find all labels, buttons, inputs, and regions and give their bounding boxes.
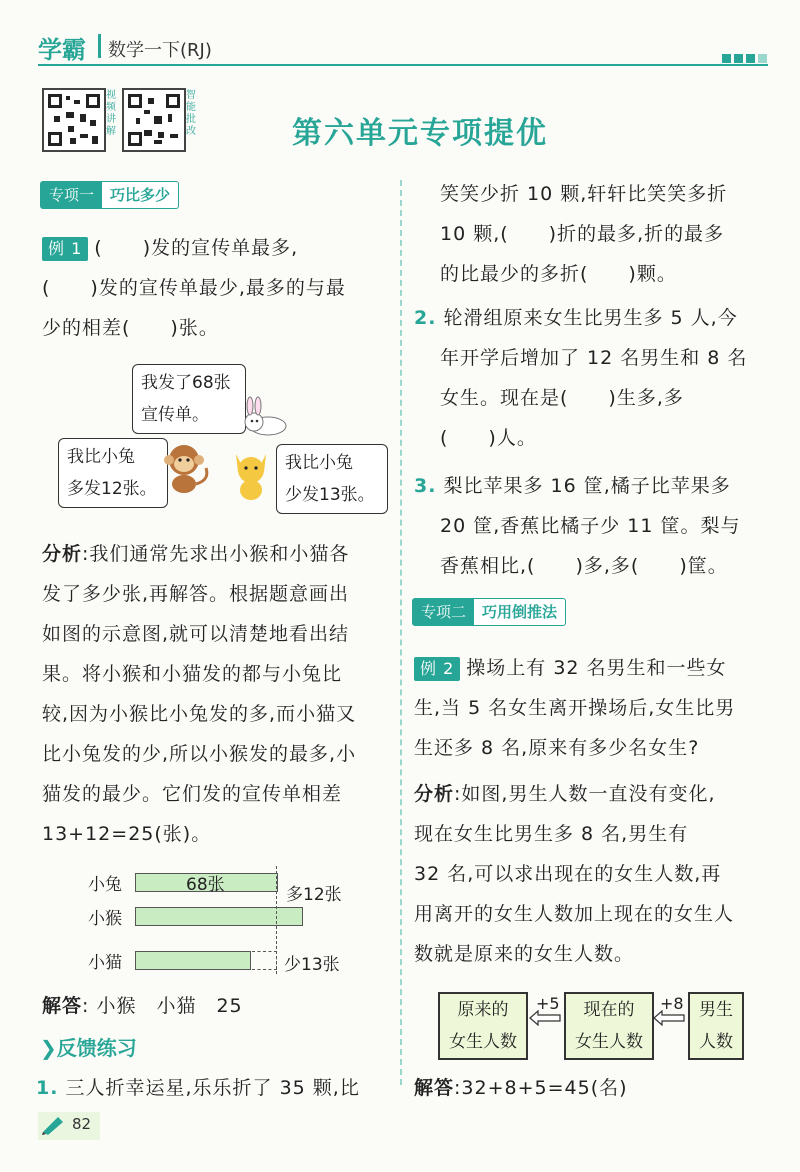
header-square-icon xyxy=(746,54,755,63)
analysis-label: 分析 xyxy=(414,783,455,805)
example-1 xyxy=(42,228,392,348)
analysis-2 xyxy=(414,774,774,974)
analysis-line: 发了多少张,再解答。根据题意画出 xyxy=(42,583,350,605)
answer-2 xyxy=(414,1068,628,1108)
example-line: 操场上有 32 名男生和一些女 xyxy=(466,657,727,679)
qr-label: 视频讲解 xyxy=(106,90,116,137)
feedback-heading xyxy=(40,1032,137,1061)
question-number: 1. xyxy=(36,1077,59,1099)
arrow-left-icon xyxy=(652,1010,686,1030)
column-divider xyxy=(400,180,402,1085)
flow-box-line: 女生人数 xyxy=(575,1032,643,1052)
analysis-line: :如图,男生人数一直没有变化, xyxy=(454,783,716,805)
example-line: 生还多 8 名,原来有多少名女生? xyxy=(414,737,700,759)
flow-box-line: 男生 xyxy=(699,1000,733,1020)
example-2 xyxy=(414,648,774,768)
question-line: 10 颗,( )折的最多,折的最多 xyxy=(440,223,725,245)
monkey-icon xyxy=(158,440,214,500)
flow-box-line: 女生人数 xyxy=(449,1032,517,1052)
logo: 学霸 xyxy=(38,36,86,64)
question-1-start xyxy=(36,1068,392,1108)
qr-label: 智能批改 xyxy=(186,90,196,137)
pencil-icon xyxy=(40,1114,66,1140)
bar-label: 小猴 xyxy=(88,909,122,929)
flow-box-boys xyxy=(688,992,744,1060)
question-line: 笑笑少折 10 颗,轩轩比笑笑多折 xyxy=(440,183,728,205)
section-badge xyxy=(40,181,179,209)
qr-code-icon[interactable] xyxy=(42,88,106,152)
analysis-line: 果。将小猴和小猫发的都与小兔比 xyxy=(42,663,343,685)
example-tag: 例 2 xyxy=(414,657,460,681)
arrow-left-icon xyxy=(528,1010,562,1030)
question-line: 香蕉相比,( )多,多( )筐。 xyxy=(440,555,728,577)
question-line: 的比最少的多折( )颗。 xyxy=(440,263,677,285)
analysis-line: 32 名,可以求出现在的女生人数,再 xyxy=(414,863,722,885)
question-line: ( )人。 xyxy=(440,427,537,449)
bar-monkey xyxy=(135,907,303,926)
analysis-line: :我们通常先求出小猴和小猫各 xyxy=(82,543,350,565)
bubble-line: 我比小兔 xyxy=(67,447,135,467)
question-line: 轮滑组原来女生比男生多 5 人,今 xyxy=(443,307,738,329)
rabbit-icon xyxy=(238,396,288,440)
speech-bubble-rabbit xyxy=(132,364,246,434)
bar-cat xyxy=(135,951,251,970)
answer-text: : 小猴 小猫 25 xyxy=(82,995,243,1017)
header-square-icon xyxy=(722,54,731,63)
logo-separator xyxy=(98,34,101,58)
example-line: 少的相差( )张。 xyxy=(42,317,219,339)
feedback-title: 反馈练习 xyxy=(56,1036,137,1060)
answer-label: 解答 xyxy=(414,1077,455,1099)
example-line: ( )发的宣传单最少,最多的与最 xyxy=(42,277,346,299)
bubble-line: 我发了68张 xyxy=(141,373,231,393)
cat-icon xyxy=(226,446,276,506)
question-2 xyxy=(414,298,774,458)
section-name: 巧比多少 xyxy=(110,186,171,204)
answer-label: 解答 xyxy=(42,995,83,1017)
page-number: 82 xyxy=(72,1115,92,1133)
flow-box-current xyxy=(564,992,654,1060)
analysis-line: 用离开的女生人数加上现在的女生人 xyxy=(414,903,735,925)
example-tag: 例 1 xyxy=(42,237,88,261)
question-3 xyxy=(414,466,774,586)
example-line: 生,当 5 名女生离开操场后,女生比男 xyxy=(414,697,736,719)
analysis-line: 猫发的最少。它们发的宣传单相差 xyxy=(42,783,343,805)
header-rule xyxy=(38,64,768,66)
bar-label: 小猫 xyxy=(88,953,122,973)
analysis-line: 如图的示意图,就可以清楚地看出结 xyxy=(42,623,350,645)
analysis-line: 现在女生比男生多 8 名,男生有 xyxy=(414,823,689,845)
question-line: 女生。现在是( )生多,多 xyxy=(440,387,684,409)
header-square-icon xyxy=(734,54,743,63)
less-segment xyxy=(252,951,277,970)
section-tag: 专项二 xyxy=(413,599,474,625)
speech-bubble-cat xyxy=(276,444,388,514)
flow-box-line: 人数 xyxy=(699,1032,733,1052)
flow-box-line: 现在的 xyxy=(583,1000,635,1020)
analysis-line: 13+12=25(张)。 xyxy=(42,823,212,845)
header-square-icon xyxy=(758,54,767,63)
page-title: 第六单元专项提优 xyxy=(292,116,548,151)
flow-box-line: 原来的 xyxy=(457,1000,509,1020)
answer-1 xyxy=(42,986,243,1026)
bubble-line: 少发13张。 xyxy=(285,485,375,505)
bar-label: 小兔 xyxy=(88,875,122,895)
chevron-right-icon: ❯ xyxy=(40,1036,57,1060)
question-line: 年开学后增加了 12 名男生和 8 名 xyxy=(440,347,748,369)
flow-op: +8 xyxy=(660,994,684,1013)
speech-bubble-monkey xyxy=(58,438,168,508)
question-1-continued xyxy=(440,174,770,294)
analysis-line: 较,因为小猴比小兔发的多,而小猫又 xyxy=(42,703,357,725)
section-tag: 专项一 xyxy=(41,182,102,208)
book-title: 数学一下(RJ) xyxy=(108,40,212,61)
bubble-line: 多发12张。 xyxy=(67,479,157,499)
answer-text: :32+8+5=45(名) xyxy=(454,1077,628,1099)
bubble-line: 我比小兔 xyxy=(285,453,353,473)
question-line: 20 筐,香蕉比橘子少 11 筐。梨与 xyxy=(440,515,741,537)
less-label: 少13张 xyxy=(284,955,340,975)
flow-box-original xyxy=(438,992,528,1060)
analysis-line: 比小兔发的少,所以小猴发的最多,小 xyxy=(42,743,357,765)
section-badge xyxy=(412,598,566,626)
flow-op: +5 xyxy=(536,994,560,1013)
qr-code-icon[interactable] xyxy=(122,88,186,152)
example-line: ( )发的宣传单最多, xyxy=(94,237,299,259)
question-line: 梨比苹果多 16 筐,橘子比苹果多 xyxy=(443,475,731,497)
question-number: 2. xyxy=(414,307,437,329)
question-number: 3. xyxy=(414,475,437,497)
more-label: 多12张 xyxy=(286,885,342,905)
analysis-line: 数就是原来的女生人数。 xyxy=(414,943,635,965)
section-name: 巧用倒推法 xyxy=(482,603,558,621)
analysis-1 xyxy=(42,534,394,854)
bar-value-label: 68张 xyxy=(186,875,225,895)
question-line: 三人折幸运星,乐乐折了 35 颗,比 xyxy=(65,1077,360,1099)
bubble-line: 宣传单。 xyxy=(141,405,209,425)
analysis-label: 分析 xyxy=(42,543,83,565)
